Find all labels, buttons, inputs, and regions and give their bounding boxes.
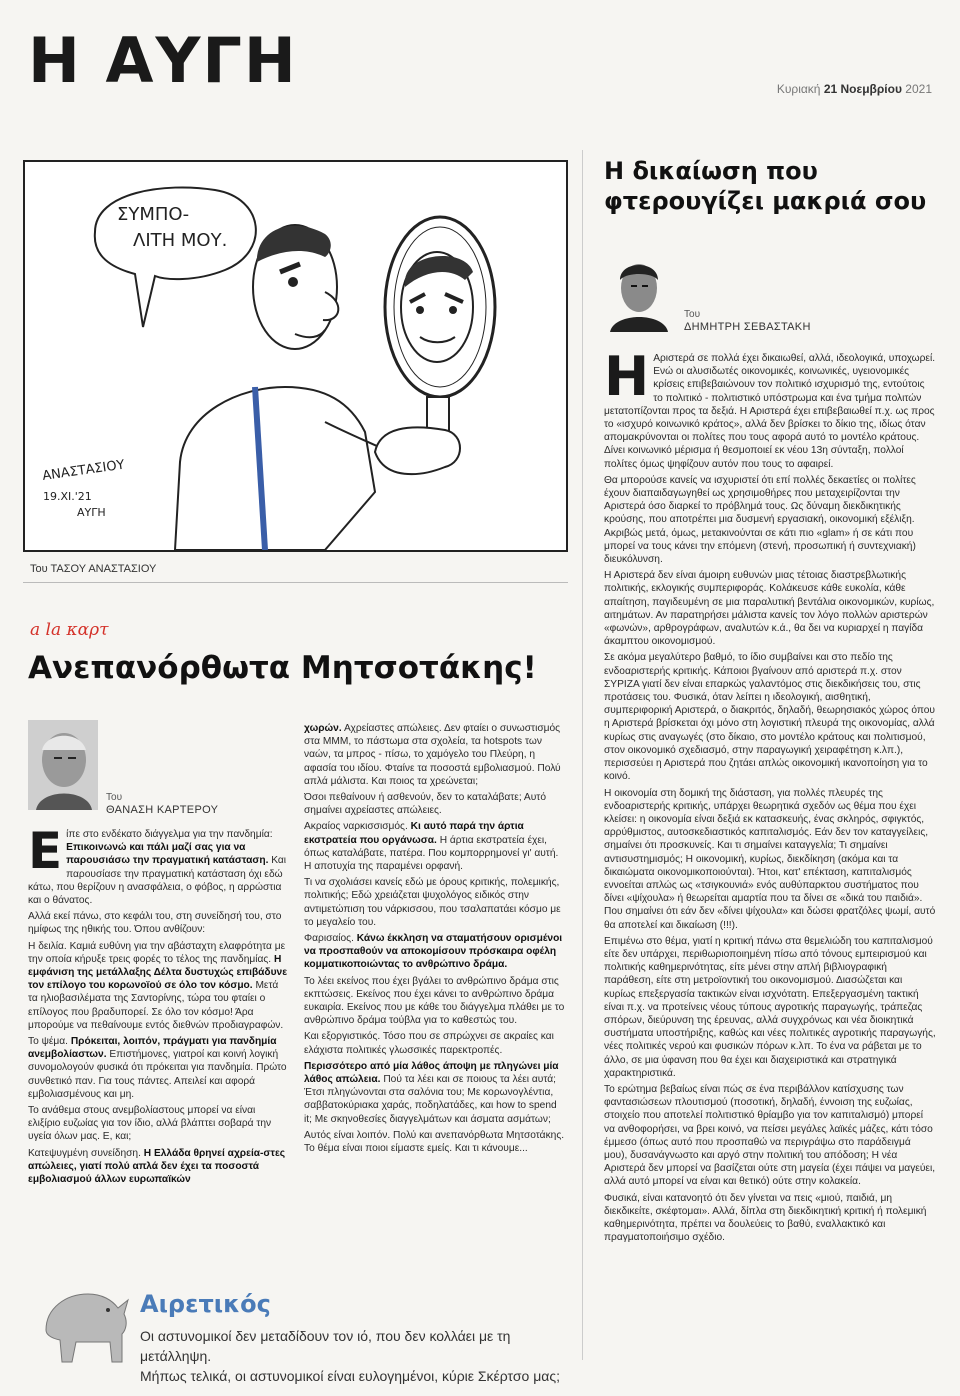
right-byline-prefix: Του [684, 309, 701, 320]
date-year: 2021 [905, 82, 932, 96]
left-col1-paragraph: Κατεψυγμένη συνείδηση. Η Ελλάδα θρηνεί αχρεία-στες απώλειες, γιατί πολύ απλά δεν έχει τα ποσοστά εμβολιασμού άλλων ευρωπαϊκών [28, 1147, 286, 1186]
issue-date [777, 82, 932, 96]
column-title: Αιρετικός [140, 1290, 271, 1318]
right-dropcap: Η [604, 352, 650, 408]
man-body [175, 387, 375, 550]
right-headline-line-2: φτερουγίζει μακριά σου [604, 187, 927, 215]
article-column-1 [28, 828, 290, 1248]
left-col1-paragraph: Η δειλία. Καμιά ευθύνη για την αβάσταχτη ελαφρότητα με την οποία κήρυξε τρεις φορές το τέλος της πανδημίας. Η εμφάνιση της μετάλλαξης Δέλτα δυστυχώς επιβάδυνε τον επίλογο του κορωνοϊού σε όλο τον κόσμο. Μετά τα ηλιοβασιλέματα της Σαντορίνης, τώρα του φταίει ο επίλογος που βραδυπορεί. Σε όλο τον κόσμο! Άρα μπορούμε να πεθαίνουμε εντός διεθνών προδιαγραφών. [28, 940, 288, 1031]
rhino-icon [36, 1270, 132, 1370]
column-line-1: Οι αστυνομικοί δεν μεταδίδουν τον ιό, που δεν κολλάει με τη μετάλληψη. [140, 1328, 511, 1364]
cartoon-panel [23, 160, 568, 552]
right-paragraph: Φυσικά, είναι κατανοητό ότι δεν γίνεται να πεις «μιού, παιδιά, μη διεκδικείτε, σκέφτομαι». Αλλά, δίπλα στη διεκδικητική κριτική ή πολεμική καθημερινότητα, πρέπει να δουλεύεις το βαθύ, εναλλακτικό και πραγματοποιήσιμο σχέδιο. [604, 1192, 927, 1244]
right-paragraph: Θα μπορούσε κανείς να ισχυριστεί ότι επί πολλές δεκαετίες οι πολίτες έχουν διαπαιδαγωγηθεί ως χρησιμοθήρες που μεταχειρίζονται την Αριστερά όσο διαρκεί το πρόβλημά τους. Ως δύναμη διεκδικητικής κρούσης, που αποτρέπει μια δυσμενή εργασιακή, οικονομική εξέλιξη. Ακριβώς μετά, όμως, μετακινούνται σε κάτι πιο «glam» ή σε κάτι που μπορεί να τους κάνει την επόμενη (στενή, προσωπική ή συντεχνιακή) διευκόλυνση. [604, 474, 916, 566]
right-headline-line-1: Η δικαίωση που [604, 157, 818, 185]
article-dropcap: Ε [28, 828, 63, 880]
column-line-2: Μήπως τελικά, οι αστυνομικοί είναι ευλογημένοι, κύριε Σκέρτσο μας; [140, 1368, 560, 1384]
reflection-eye-left [416, 306, 424, 314]
left-col1-paragraph: Το ψέμα. Πρόκειται, λοιπόν, πράγματι για πανδημία ανεμβολίαστων. Επιστήμονες, γιατροί και κοινή λογική συνομολογούν φυσικά ότι πρόκειται για πανδημία. Πρώτο συνθετικό παν. Για τους πάντες. Απειλεί και αφορά εμβολιασμένους και μη. [28, 1036, 287, 1100]
right-paragraph: Η οικονομία στη δομική της διάσταση, για πολλές πλευρές της ενδοαριστερής κριτικής, υπάρχει θεωρητικά σχεδόν ως θέμα που έχει κλείσει: η οικονομία είναι δεξιά εκ κατασκευής, ένας σκληρός, σφιγκτός, αρρύθμιστος, αυτοσκεδιαστικός καπιταλισμός. Εάν δεν τον καταγγείλεις, σημαίνει ότι προσκυνείς. Και τι σημαίνει καταγγελία; Τι σημαίνει αντισυστημισμός; Η οικονομική, κυρίως, διεκδίκηση (ακόμα και τα δικαιώματα οικονομικοποιούνται). Ήτοι, κατ' επέκταση, καπιταλισμός εννοείται απλώς ως «τσιγκουνιά» ενός αυθύπαρκτου συστήματος που δίνει «ψίχουλα» ή θεωρείται αμαρτία που τα δίνει σε «δικά του παιδιά». Που σημαίνει ότι εάν δεν «δίνει ψίχουλα» και δώσει φρατζόλες ψωμί, αυτό θα αποτελεί και δικαίωση (!!!). [604, 787, 936, 931]
right-paragraph: Σε ακόμα μεγαλύτερο βαθμό, το ίδιο συμβαίνει και στο πεδίο της ενδοαριστερής κριτικής. Κάποιοι βγαίνουν από αριστερά π.χ. στον ΣΥΡΙΖΑ γιατί δεν είναι επαρκώς γαλαντόμος στις διεκδικήσεις του, στις προτάσεις του. Φυσικά, όταν λείπει η ιδεολογική, αισθητική, συμπεριφορική Αριστερά, ο διακριτός, δηλαδή, θεωρησιακός χώρος όπου η Αριστερά βρίσκεται όχι μόνο στη λογιστική πλευρά της οικονομίας, αλλά κυρίως στις αναγωγές (στο δίκαιο, στο μοντέλο κράτους και πολιτισμού, στον οικονομικό σχεδιασμό, στην παραγωγική χειραφέτηση κ.λπ.), περισσεύει η Αριστερά που ζητάει απλώς οικονομική ικανοποίηση για το κοινό. [604, 652, 935, 783]
right-article-text [604, 352, 936, 1244]
author-photo-sevastakis [604, 254, 674, 332]
author-photo-karteros [28, 720, 98, 810]
article-column-2 [304, 722, 566, 1248]
speech-line-2: ΛΙΤΗ ΜΟΥ. [133, 230, 228, 251]
reflection-eye-right [449, 306, 457, 314]
masthead-title: Η ΑΥΓΗ [28, 24, 298, 97]
left-col1-paragraph: Το ανάθεμα στους ανεμβολίαστους μπορεί να είναι ελιξίριο ευζωίας για τον ίδιο, αλλά βλάπτει σοβαρά την υγεία όλων μας. Ε, και; [28, 1105, 272, 1143]
signature-date: 19.XI.'21 [43, 490, 92, 503]
article-headline: Ανεπανόρθωτα Μητσοτάκης! [28, 650, 537, 686]
left-col1-paragraph: ίπε στο ενδέκατο διάγγελμα για την πανδημία: Επικοινωνώ και πάλι μαζί σας για να παρουσιάσω την πραγματική κατάσταση. Και παρουσίασε την πραγματική κατάσταση όχι εδώ κάτω, που θερίζουν η ανασφάλεια, ο φόβος, η αρρώστια και ο θάνατος. [28, 829, 287, 907]
speech-line-1: ΣΥΜΠΟ- [117, 204, 190, 225]
right-headline [604, 156, 926, 216]
left-col2-paragraph: Περισσότερο από μία λάθος άποψη με πληγώνει μία λάθος απώλεια. Πού τα λέει και σε ποιους τα λέει αυτά; Έτσι πληγώνονται στα σαλόνια του; Με κορωνογλέντια, σαββατοκύριακα χαράς, ποδηλατάδες, και how to spend it; Με σκηνοθεσίες διαγγελμάτων και άσματα ασμάτων; [304, 1060, 559, 1125]
left-col2-paragraph: Αυτός είναι λοιπόν. Πολύ και ανεπανόρθωτα Μητσοτάκης. Το θέμα είναι ποιοι είμαστε εμείς. Και τι κάνουμε... [304, 1129, 565, 1155]
column-body [140, 1326, 580, 1386]
left-col2-paragraph: Και εξοργιστικός. Τόσο που σε σπρώχνει σε ακραίες και ελάχιστα πολιτικές γλωσσικές παρεκτροπές. [304, 1031, 554, 1056]
cartoon-caption: Του ΤΑΣΟΥ ΑΝΑΣΤΑΣΙΟΥ [30, 563, 157, 575]
right-byline-name: ΔΗΜΗΤΡΗ ΣΕΒΑΣΤΑΚΗ [684, 321, 811, 333]
article-column-2-text [304, 722, 566, 1155]
divider [23, 582, 568, 583]
byline-prefix: Του [106, 792, 123, 803]
signature-name: ΑΝΑΣΤΑΣΙΟΥ [41, 457, 126, 484]
man-eye [288, 277, 298, 287]
right-paragraph: Η Αριστερά δεν είναι άμοιρη ευθυνών μιας τέτοιας διαστρεβλωτικής πολιτικής, εκλογικής συμπεριφοράς. Κολάκευσε κάθε ευκολία, κάθε απαίτηση, παγιδευμένη σε μια παραλυτική βεντάλια οικονομικών, κυρίως, αιτημάτων. Αν παρατηρήσει μάλιστα κανείς τον λόγο πολλών αριστερών «φωνών», αρθρογράφων, αναλυτών κ.ά., θα δει να κυριαρχεί η παγίδα άκαμπτου οικονομισμού. [604, 570, 935, 648]
date-weekday: Κυριακή [776, 82, 821, 96]
left-col2-paragraph: Όσοι πεθαίνουν ή ασθενούν, δεν το καταλάβατε; Αυτό σημαίνει αχρείαστες απώλειες. [304, 792, 546, 817]
left-col2-paragraph: χωρών. Αχρείαστες απώλειες. Δεν φταίει ο συνωστισμός στα ΜΜΜ, το πάστωμα στα σχολεία, τα hotspots των ναών, τα μπρος - πίσω, το χαμόγελο του Πλεύρη, η αφασία του ιδίου. Φταίνε τα ποσοστά εμβολιασμού. Πολύ απλά μάλιστα. Και ποιος τα χρεώνεται; [304, 723, 561, 787]
right-article-body [604, 352, 936, 1372]
article-column-1-text [28, 828, 290, 1186]
left-col2-paragraph: Ακραίος ναρκισσισμός. Κι αυτό παρά την άρτια εκστρατεία που οργάνωσα. Η άρτια εκστρατεία έχει, όπως καταλάβατε, πατέρα. Που κομπορρημονεί γι' αυτή. Η αποτυχία της παραμένει ορφανή. [304, 821, 559, 873]
byline-name: ΘΑΝΑΣΗ ΚΑΡΤΕΡΟΥ [106, 804, 219, 816]
man-hand [375, 427, 460, 474]
left-col2-paragraph: Φαρισαίος. Κάνω έκκληση να σταματήσουν ορισμένοι να προσπαθούν να αποκομίσουν πρόσκαιρα οφέλη κομματικοποιώντας το ανθρώπινο δράμα. [304, 933, 563, 971]
column-divider [582, 150, 583, 1360]
article-kicker: a la καρτ [30, 620, 109, 640]
cartoon-illustration [25, 162, 566, 550]
left-col2-paragraph: Τι να σχολιάσει κανείς εδώ με όρους κριτικής, πολεμικής, πολιτικής; Εδώ χρειάζεται ψυχολόγος ειδικός στην αντιμετώπιση του νάρκισσου, που τσαλαπατάει κόσμο με το μεγαλείο του. [304, 877, 561, 928]
signature-paper: ΑΥΓΗ [77, 506, 106, 519]
right-paragraph: Επιμένω στο θέμα, γιατί η κριτική πάνω στα θεμελιώδη του καπιταλισμού είτε δεν υπάρχει, περιθωριοποιημένη πίσω από τόνους εμπειρισμού και πολιτικής καθημερινότητας, είτε μένει στην απλή βιβλιογραφική παράθεση, είτε στη μετροϊοντική του οικονομισμού. Διασώζεται και κυρίως επεξεργασία τακτικών είναι ισχνότατη. Επεξεργασμένη τακτική είναι π.χ. να προτείνεις νέους τύπους αγροτικής παραγωγής, τράπεζας σπόρων, διεύρυνση της έρευνας, αλλά συγχρόνως και νέα διοικητικά συστήματα υποστήριξης, καθώς και νέες πολιτικές αγροτικής παραγωγής, νέες πολιτικές νερού και φυσικών πόρων κ.λπ. Το ένα να ράβεται με το άλλο, σε μια ύφανση που θα έχει και διαχειριστικά και στρατηγικά χαρακτηριστικά. [604, 935, 936, 1079]
left-col2-paragraph: Το λέει εκείνος που έχει βγάλει το ανθρώπινο δράμα στις εκπτώσεις. Εκείνος που έχει κάνει το ανθρώπινο δράμα ευκαιρία. Εκείνος που με κάθε του διάγγελμα πλάθει με το ανθρώπινο δράμα τούβλα για το καθεστώς του. [304, 975, 565, 1027]
date-day-month: 21 Νοεμβρίου [823, 82, 902, 96]
right-paragraph: Το ερώτημα βεβαίως είναι πώς σε ένα περιβάλλον κατίσχυσης των φαντασιώσεων πλουτισμού (ποσοτική, δηλαδή, έννοιση της ευζωίας, στοιχείο που αποτελεί πολιτιστικό θρίαμβο για τον καπιταλισμό) μπορεί να ανθοφορήσει, να βρει κοινό, να πείσει μεγάλες λαϊκές μάζες, κάτι τόσο έμμεσο (όπως αυτό που προσπαθώ να περιγράψω στο παράδειγμά μου), δυσανάγνωστο και αργό στην πολιτική του απόδοση; Η νέα Αριστερά δεν μπορεί να βασίζεται ούτε στη μαγεία (έχει πάψει να μαγεύει, αλλά αυτό μπορεί να είναι και θετικό) ούτε στην κολακεία. [604, 1083, 936, 1188]
left-col1-paragraph: Αλλά εκεί πάνω, στο κεφάλι του, στη συνείδησή του, στο ημίφως της ηθικής του. Όπου ανθίζουν: [28, 911, 282, 936]
right-paragraph: Αριστερά σε πολλά έχει δικαιωθεί, αλλά, ιδεολογικά, υποχωρεί. Ενώ οι αλυσιδωτές οικονομικές, κοινωνικές, υγειονομικές κρίσεις επιβεβαιώνουν τον πολιτικό ισχυρισμό της, εντούτοις το πολιτικό - πολιτιστικό υπόστρωμα και ένα τμήμα πολιτών μετατοπίζονται προς τα δεξιά. Η Αριστερά έχει επιβεβαιωθεί π.χ. ως προς το «ισχυρό κοινωνικό κράτος», αλλά δεν βρίσκει το δίκιο της, ιδίως όταν απομακρύνονται οι πολίτες που τους αφορά αυτό το μοντέλο κράτους. Δίνει κοινωνικό μέρισμα ή θεσμοποιεί εκ νέου 13η σύνταξη, πολλοί πολίτες όμως ψηφίζουν αυτόν που τους το αφαιρεί. [604, 353, 936, 470]
